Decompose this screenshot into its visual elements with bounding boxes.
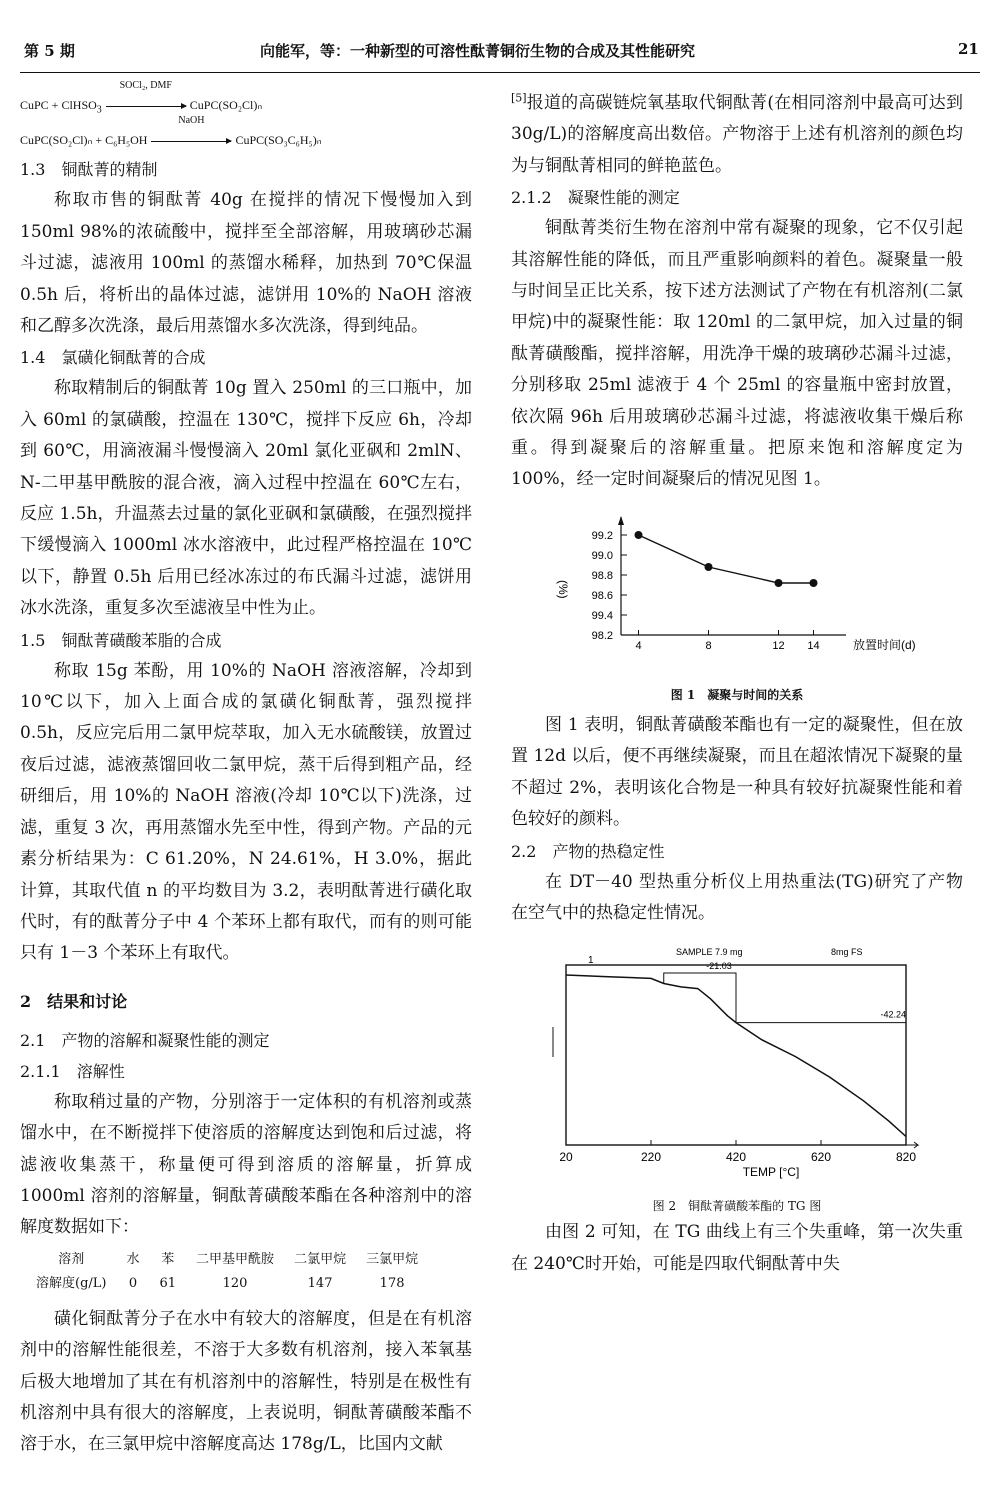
section-2-1-1-text: 称取稍过量的产物，分别溶于一定体积的有机溶剂或蒸馏水中，在不断搅拌下使溶质的溶解度达到饱和后过滤，将滤液收集蒸干，称量便可得到溶质的溶解量，折算成 1000ml 溶剂的溶解量，铜酞菁磺酸苯酯在各种溶剂中的溶解度数据如下：: [20, 1091, 472, 1238]
step-bracket-1: [664, 973, 736, 1023]
y-axis-label: (%): [556, 579, 570, 599]
sample-label: SAMPLE 7.9 mg: [676, 947, 743, 958]
figure-1-caption: 图 1 凝聚与时间的关系: [670, 688, 804, 703]
x-tick-label: 20: [559, 1150, 573, 1165]
table-cell: 二甲基甲酰胺: [196, 1251, 275, 1267]
eq1-left-sub: 3: [96, 104, 102, 116]
eq2-arrow-label: NaOH: [178, 115, 205, 127]
eq1-right: CuPC(SO₂Cl)ₙ: [189, 98, 263, 112]
y-axis-arrow: [618, 516, 624, 525]
table-row: [26, 1272, 428, 1296]
table-cell: 120: [222, 1275, 248, 1291]
x-tick-label: 12: [772, 639, 785, 652]
y-tick-label: 99.2: [591, 529, 613, 542]
table-cell: 147: [307, 1275, 333, 1291]
x-axis-label: 放置时间(d): [853, 637, 916, 652]
series-line: [639, 535, 814, 583]
y-tick-label: 99.0: [591, 549, 613, 562]
eq1-arrow-label: SOCl₂, DMF: [119, 80, 172, 91]
table-cell: 溶剂: [58, 1251, 85, 1267]
table-row: [26, 1248, 428, 1272]
section-2-1-1-text-2a: 磺化铜酞菁分子在水中有较大的溶解度，但是在有机溶剂中的溶解性能很差，不溶于大多数有机溶剂，接入苯氧基后极大地增加了其在有机溶剂中的溶解性，特别是在极性有机溶剂中具有很大的溶解度，上表说明，铜酞菁磺酸苯酯不溶于水，在三氯甲烷中溶解度高达 178g/L，比国内文献: [20, 1308, 472, 1455]
issue-number: 第 5 期: [24, 42, 75, 60]
eq1-left: CuPC + ClHSO: [20, 98, 97, 112]
data-point: [705, 563, 713, 571]
header-rule: [20, 72, 980, 73]
section-2-2-text: 在 DT－40 型热重分析仪上用热重法(TG)研究了产物在空气中的热稳定性情况。: [511, 871, 963, 923]
figure-2-chart: [511, 937, 963, 1185]
section-1-3-heading: 1.3 铜酞菁的精制: [20, 160, 158, 180]
section-1-4-text: 称取精制后的铜酞菁 10g 置入 250ml 的三口瓶中，加入 60ml 的氯磺酸，控温在 130℃，搅拌下反应 6h，冷却到 60℃，用滴液漏斗慢慢滴入 20ml 氯化亚砜和 2mlN、N-二甲基甲酰胺的混合液，滴入过程中控温在 60℃左右，反应 1.5h，升温蒸去过量的氯化亚砜和氯磺酸，在强烈搅拌下缓慢滴入 1000ml 冰水溶液中，此过程严格控温在 10℃以下，静置 0.5h 后用已经冰冻过的布氏漏斗过滤，滤饼用冰水洗涤，重复多次至滤液呈中性为止。: [20, 378, 472, 619]
x-tick-label: 220: [640, 1150, 662, 1165]
section-2-1-heading: 2.1 产物的溶解和凝聚性能的测定: [20, 1030, 270, 1050]
solubility-table: [26, 1248, 428, 1296]
running-title: 向能军，等：一种新型的可溶性酞菁铜衍生物的合成及其性能研究: [260, 42, 696, 60]
section-1-4-heading: 1.4 氯磺化铜酞菁的合成: [20, 348, 206, 368]
y-tick-label: 98.8: [591, 569, 613, 582]
eq2-right: CuPC(SO₃C₆H₅)ₙ: [235, 133, 322, 148]
table-cell: 0: [128, 1275, 138, 1291]
weight-loss-1: -21.03: [706, 961, 732, 972]
x-axis-arrow: [906, 1142, 918, 1148]
equation-2: [20, 115, 472, 154]
page-number: 21: [958, 40, 979, 58]
y-tick-label: 98.6: [591, 589, 613, 602]
scale-label: 8mg FS: [831, 947, 863, 958]
eq2-arrow: [150, 115, 232, 154]
citation-ref: [5]: [511, 91, 527, 105]
table-cell: 三氯甲烷: [366, 1251, 419, 1267]
x-tick-label: 820: [895, 1150, 917, 1165]
left-column: [20, 80, 472, 1461]
section-1-3-text: 称取市售的铜酞菁 40g 在搅拌的情况下慢慢加入到 150ml 98%的浓硫酸中，搅拌至全部溶解，用玻璃砂芯漏斗过滤，滤液用 100ml 的蒸馏水稀释，加热到 70℃保温 0.5h 后，将析出的晶体过滤，滤饼用 10%的 NaOH 溶液和乙醇多次洗涤，最后用蒸馏水多次洗涤，得到纯品。: [20, 190, 472, 337]
marker-label: 1: [588, 955, 594, 967]
y-tick-label: 98.2: [591, 629, 613, 642]
section-2-1-2-heading: 2.1.2 凝聚性能的测定: [511, 188, 680, 208]
section-2-2-text-2: 由图 2 可知，在 TG 曲线上有三个失重峰，第一次失重在 240℃时开始，可能是四取代铜酞菁中失: [511, 1222, 963, 1274]
x-tick-label: 420: [725, 1150, 747, 1165]
running-header: [20, 40, 980, 70]
section-1-5-heading: 1.5 铜酞菁磺酸苯脂的合成: [20, 630, 222, 650]
x-tick-label: 8: [705, 639, 712, 652]
weight-loss-2: -42.24: [880, 1009, 907, 1020]
table-cell: 溶解度(g/L): [36, 1275, 107, 1291]
figure-1-chart: [511, 510, 963, 675]
figure-2: [511, 937, 963, 1213]
x-axis-label: TEMP [°C]: [742, 1165, 800, 1180]
section-2-1-2-text-2: 图 1 表明，铜酞菁磺酸苯酯也有一定的凝聚性，但在放置 12d 以后，便不再继续凝聚，而且在超浓情况下凝聚的量不超过 2%，表明该化合物是一种具有较好抗凝聚性能和着色较好的颜料。: [511, 714, 963, 830]
section-1-5-text: 称取 15g 苯酚，用 10%的 NaOH 溶液溶解，冷却到 10℃以下，加入上面合成的氯磺化铜酞菁，强烈搅拌 0.5h，反应完后用二氯甲烷萃取，加入无水硫酸镁，放置过夜后过滤，滤液蒸馏回收二氯甲烷，蒸干后得到粗产品，经研细后，用 10%的 NaOH 溶液(冷却 10℃以下)洗涤，过滤，重复 3 次，再用蒸馏水先至中性，得到产物。产品的元素分析结果为：C 61.20%，N 24.61%，H 3.0%，据此计算，其取代值 n 的平均数目为 3.2，表明酞菁进行磺化取代时，有的酞菁分子中 4 个苯环上都有取代，而有的则可能只有 1－3 个苯环上有取代。: [20, 660, 472, 964]
y-tick-label: 99.4: [591, 609, 613, 622]
x-tick-label: 14: [807, 639, 820, 652]
eq2-left: CuPC(SO₂Cl)ₙ + C₆H₅OH: [20, 133, 148, 148]
right-column: [511, 88, 963, 1280]
table-cell: 178: [379, 1275, 405, 1291]
section-2-1-1-continuation: 报道的高碳链烷氧基取代铜酞菁(在相同溶剂中最高可达到 30g/L)的溶解度高出数倍。产物溶于上述有机溶剂的颜色均为与铜酞菁相同的鲜艳蓝色。: [511, 93, 963, 176]
section-2-1-1-heading: 2.1.1 溶解性: [20, 1061, 125, 1081]
x-tick-label: 4: [635, 639, 642, 652]
section-2-2-heading: 2.2 产物的热稳定性: [511, 841, 665, 861]
table-cell: 二氯甲烷: [294, 1251, 347, 1267]
section-2-heading: 2 结果和讨论: [20, 991, 128, 1011]
equation-1: [20, 80, 472, 123]
table-cell: 水: [126, 1251, 140, 1267]
data-point: [635, 531, 643, 539]
figure-2-caption: 图 2 铜酞菁磺酸苯酯的 TG 图: [652, 1198, 822, 1213]
figure-1: [511, 510, 963, 702]
data-point: [810, 579, 818, 587]
table-cell: 61: [159, 1275, 177, 1291]
section-2-1-2-text: 铜酞菁类衍生物在溶剂中常有凝聚的现象，它不仅引起其溶解性能的降低，而且严重影响颜料的着色。凝聚量一般与时间呈正比关系，按下述方法测试了产物在有机溶剂(二氯甲烷)中的凝聚性能：取 120ml 的二氯甲烷，加入过量的铜酞菁磺酸酯，搅拌溶解，用洗净干燥的玻璃砂芯漏斗过滤，分别移取 25ml 滤液于 4 个 25ml 的容量瓶中密封放置，依次隔 96h 后用玻璃砂芯漏斗过滤，将滤液收集干燥后称重。得到凝聚后的溶解重量。把原来饱和溶解度定为 100%，经一定时间凝聚后的情况见图 1。: [511, 218, 963, 490]
x-tick-label: 620: [810, 1150, 832, 1165]
section-2-1-1-text-2b: [511, 88, 963, 182]
table-cell: 苯: [161, 1251, 175, 1267]
data-point: [775, 579, 783, 587]
